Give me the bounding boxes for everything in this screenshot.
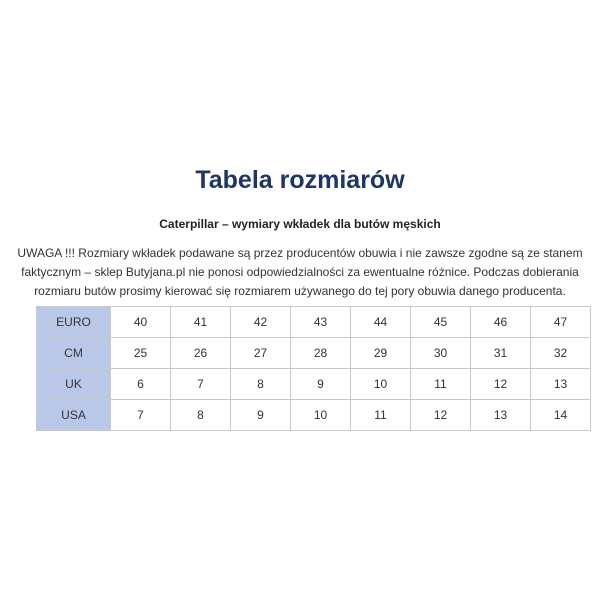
row-header-cm: CM — [37, 338, 111, 369]
table-cell: 12 — [471, 369, 531, 400]
table-cell: 7 — [171, 369, 231, 400]
page-title: Tabela rozmiarów — [195, 166, 405, 194]
table-cell: 46 — [471, 307, 531, 338]
table-cell: 28 — [291, 338, 351, 369]
table-cell: 10 — [291, 400, 351, 431]
table-cell: 9 — [291, 369, 351, 400]
notice-line-2: faktycznym – sklep Butyjana.pl nie ponosi odpowiedzialności za ewentualne różnice. Podczas dobierania — [21, 265, 579, 279]
notice-line-3: rozmiaru butów prosimy kierować się rozmiarem używanego do tej pory obuwia danego producenta. — [34, 284, 566, 298]
table-cell: 13 — [531, 369, 591, 400]
table-row-cm — [37, 338, 591, 369]
table-cell: 30 — [411, 338, 471, 369]
row-header-euro: EURO — [37, 307, 111, 338]
row-header-uk: UK — [37, 369, 111, 400]
table-cell: 32 — [531, 338, 591, 369]
table-cell: 47 — [531, 307, 591, 338]
table-cell: 14 — [531, 400, 591, 431]
table-cell: 26 — [171, 338, 231, 369]
table-row-uk — [37, 369, 591, 400]
table-row-usa — [37, 400, 591, 431]
table-cell: 42 — [231, 307, 291, 338]
table-cell: 45 — [411, 307, 471, 338]
row-header-usa: USA — [37, 400, 111, 431]
table-cell: 31 — [471, 338, 531, 369]
table-cell: 8 — [171, 400, 231, 431]
size-table — [36, 306, 591, 431]
table-cell: 7 — [111, 400, 171, 431]
table-cell: 25 — [111, 338, 171, 369]
table-subtitle: Caterpillar – wymiary wkładek dla butów męskich — [159, 217, 441, 231]
table-cell: 10 — [351, 369, 411, 400]
table-cell: 43 — [291, 307, 351, 338]
notice-line-1: UWAGA !!! Rozmiary wkładek podawane są przez producentów obuwia i nie zawsze zgodne są ze stanem — [17, 246, 583, 260]
table-cell: 12 — [411, 400, 471, 431]
notice-paragraph — [14, 244, 586, 301]
table-cell: 8 — [231, 369, 291, 400]
table-cell: 40 — [111, 307, 171, 338]
table-cell: 11 — [411, 369, 471, 400]
table-cell: 9 — [231, 400, 291, 431]
table-row-euro — [37, 307, 591, 338]
table-cell: 27 — [231, 338, 291, 369]
table-cell: 44 — [351, 307, 411, 338]
table-cell: 13 — [471, 400, 531, 431]
table-cell: 41 — [171, 307, 231, 338]
table-cell: 11 — [351, 400, 411, 431]
table-cell: 29 — [351, 338, 411, 369]
table-cell: 6 — [111, 369, 171, 400]
